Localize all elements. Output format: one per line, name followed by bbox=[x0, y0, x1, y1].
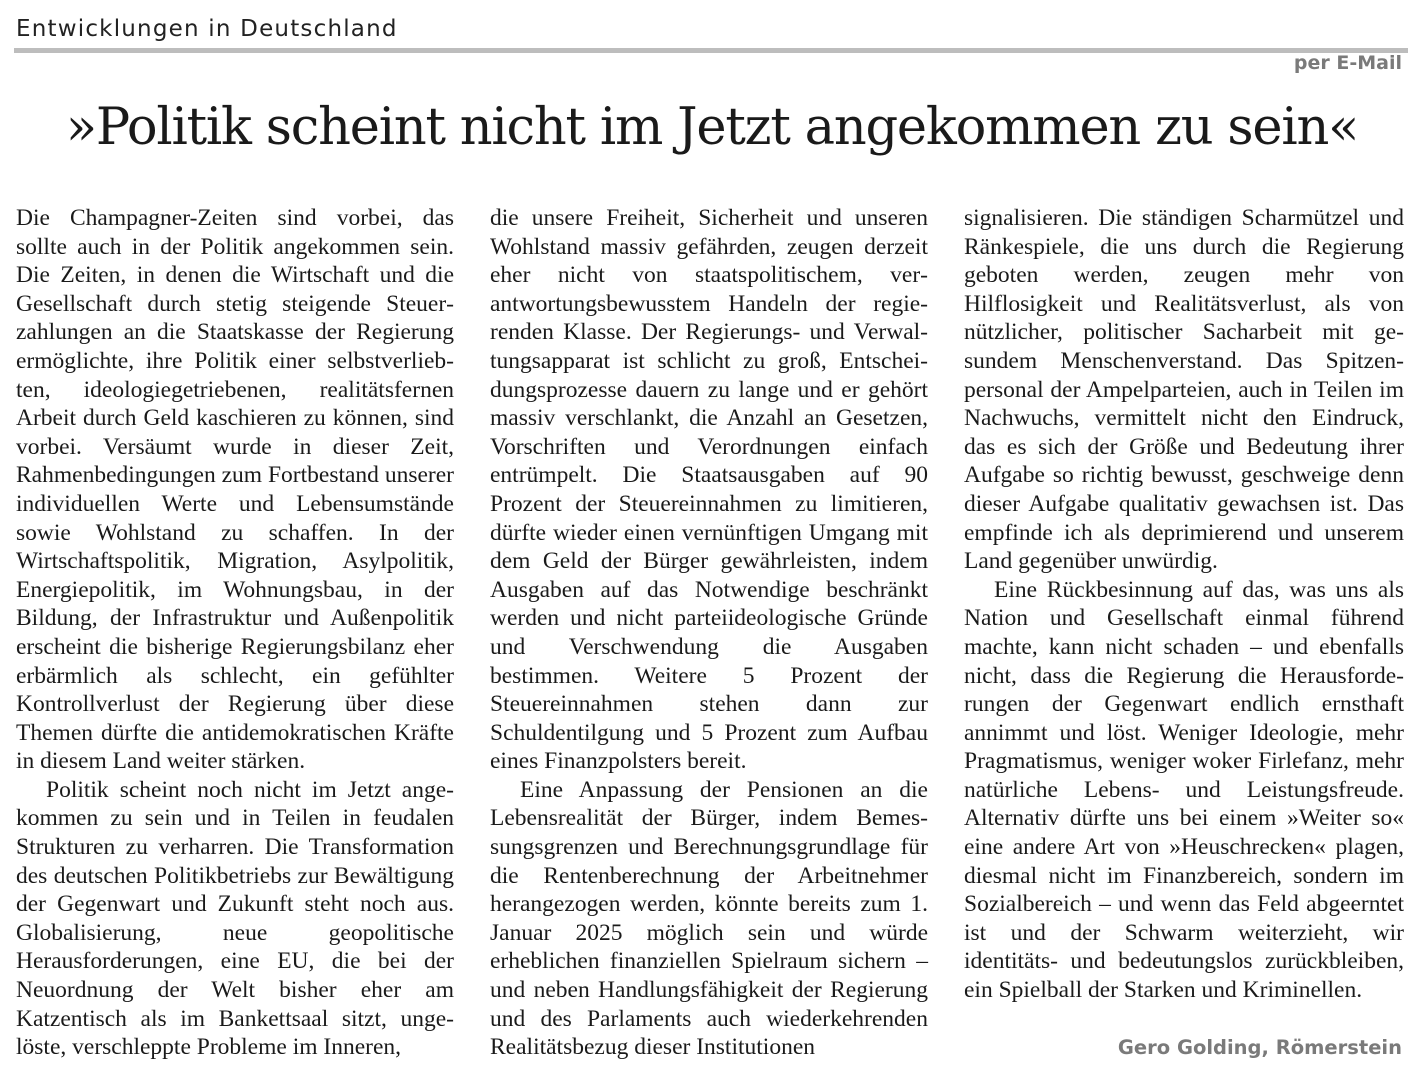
section-title: Entwicklungen in Deutschland bbox=[16, 16, 398, 42]
paragraph: Die Champagner-Zeiten sind vorbei, das sollte auch in der Politik angekommen sein. Die Zeiten, in denen die Wirtschaft und die Gesellschaft durch stetig steigende Steuerzahlungen an die Staatskasse der Regierung ermöglichte, ihre Politik einer selbstverliebten, ideologiegetriebenen, realitätsfernen Arbeit durch Geld kaschieren zu können, sind vorbei. Versäumt wurde in dieser Zeit, Rahmenbedingungen zum Fortbestand unserer individuellen Werte und Lebensumstände sowie Wohlstand zu schaffen. In der Wirtschaftspolitik, Migration, Asylpolitik, Energiepolitik, im Wohnungsbau, in der Bildung, der Infrastruktur und Außenpolitik erscheint die bisherige Regierungsbilanz eher erbärmlich als schlecht, ein gefühlter Kontrollverlust der Regierung über diese Themen dürfte die antidemokratischen Kräfte in diesem Land weiter stärken. bbox=[16, 205, 454, 775]
author-signature: Gero Golding, Römerstein bbox=[1117, 1036, 1402, 1059]
headline: »Politik scheint nicht im Jetzt angekommen zu sein« bbox=[65, 98, 1359, 157]
article-body bbox=[16, 204, 1408, 1074]
section-rule bbox=[14, 48, 1408, 53]
article-column-1 bbox=[16, 204, 454, 1062]
paragraph: die unsere Freiheit, Sicherheit und unseren Wohlstand massiv gefährden, zeugen derzeit eher nicht von staatspolitischem, verantwortungsbewusstem Handeln der regierenden Klasse. Der Regierungs- und Verwaltungsapparat ist schlicht zu groß, Entscheidungsprozesse dauern zu lange und er gehört massiv verschlankt, die Anzahl an Gesetzen, Vorschriften und Verordnungen einfach entrümpelt. Die Staatsausgaben auf 90 Prozent der Steuereinnahmen zu limitieren, dürfte wieder einen vernünftigen Umgang mit dem Geld der Bürger gewährleisten, indem Ausgaben auf das Notwendige beschränkt werden und nicht parteiideologische Gründe und Verschwendung die Ausgaben bestimmen. Weitere 5 Prozent der Steuereinnahmen stehen dann zur Schuldentilgung und 5 Prozent zum Aufbau eines Finanzpolsters bereit. bbox=[490, 205, 928, 775]
article-column-2 bbox=[490, 204, 928, 1062]
submission-channel: per E-Mail bbox=[1293, 52, 1402, 74]
article-column-3 bbox=[964, 204, 1404, 1005]
paragraph: Politik scheint noch nicht im Jetzt angekommen zu sein und in Teilen in feudalen Strukturen zu verharren. Die Transformation des deutschen Politikbetriebs zur Bewältigung der Gegenwart und Zukunft steht noch aus. Globalisierung, neue geopolitische Herausforderungen, eine EU, die bei der Neuordnung der Welt bisher eher am Katzentisch als im Bankettsaal sitzt, ungelöste, verschleppte Probleme im Inneren, bbox=[16, 776, 454, 1061]
paragraph: Eine Rückbesinnung auf das, was uns als Nation und Gesellschaft einmal führend machte, kann nicht schaden – und ebenfalls nicht, dass die Regierung die Herausforderungen der Gegenwart endlich ernsthaft annimmt und löst. Weniger Ideologie, mehr Pragmatismus, weniger woker Firlefanz, mehr natürliche Lebens- und Leistungsfreude. Alternativ dürfte uns bei einem »Weiter so« eine andere Art von »Heuschrecken« plagen, diesmal nicht im Finanzbereich, sondern im Sozialbereich – und wenn das Feld abgeerntet ist und der Schwarm weiterzieht, wir identitäts- und bedeutungslos zurückbleiben, ein Spielball der Starken und Kriminellen. bbox=[964, 576, 1404, 1004]
paragraph: Eine Anpassung der Pensionen an die Lebensrealität der Bürger, indem Bemessungsgrenzen und Berechnungsgrundlage für die Rentenberechnung der Arbeitnehmer herangezogen werden, könnte bereits zum 1. Januar 2025 möglich sein und würde erheblichen finanziellen Spielraum sichern – und neben Handlungsfähigkeit der Regierung und des Parlaments auch wiederkehrenden Realitätsbezug dieser Institutionen bbox=[490, 776, 928, 1061]
paragraph: signalisieren. Die ständigen Scharmützel und Ränkespiele, die uns durch die Regierung geboten werden, zeugen mehr von Hilflosigkeit und Realitätsverlust, als von nützlicher, politischer Sacharbeit mit gesundem Menschenverstand. Das Spitzenpersonal der Ampelparteien, auch in Teilen im Nachwuchs, vermittelt nicht den Eindruck, das es sich der Größe und Bedeutung ihrer Aufgabe so richtig bewusst, geschweige denn dieser Aufgabe qualitativ gewachsen ist. Das empfinde ich als deprimierend und unserem Land gegenüber unwürdig. bbox=[964, 205, 1404, 575]
